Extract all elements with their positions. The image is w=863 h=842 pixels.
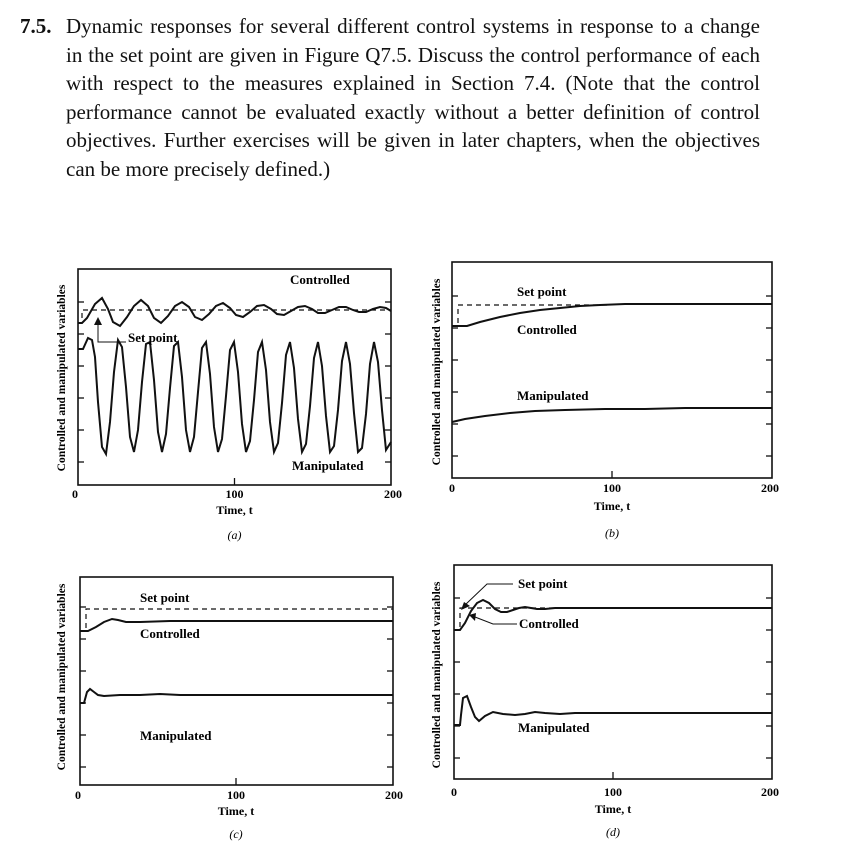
x-tick-0: 0 — [72, 487, 78, 501]
label-controlled: Controlled — [140, 626, 200, 641]
x-tick-100: 100 — [603, 481, 621, 495]
tick-marks — [452, 296, 772, 478]
x-tick-200: 200 — [385, 788, 403, 802]
set-point-callout — [94, 317, 126, 342]
x-axis-label: Time, t — [593, 499, 631, 513]
manipulated-curve — [78, 338, 391, 454]
panel-c — [50, 565, 403, 842]
problem-statement — [20, 12, 760, 183]
x-tick-0: 0 — [75, 788, 81, 802]
x-tick-100: 100 — [604, 785, 622, 799]
x-axis-label: Time, t — [217, 804, 255, 818]
tick-marks — [454, 598, 772, 779]
x-tick-200: 200 — [384, 487, 402, 501]
panel-a — [50, 262, 400, 544]
y-axis-label: Controlled and manipulated variables — [431, 581, 443, 769]
plot-frame — [454, 565, 772, 779]
controlled-curve — [78, 298, 391, 326]
set-point-callout — [461, 584, 513, 610]
manipulated-curve — [454, 696, 772, 725]
panel-d — [425, 565, 780, 842]
label-controlled: Controlled — [517, 322, 577, 337]
label-set-point: Set point — [128, 330, 178, 345]
label-controlled: Controlled — [519, 616, 579, 631]
controlled-curve — [454, 600, 772, 630]
panel-b — [425, 262, 780, 544]
plot-frame — [452, 262, 772, 478]
x-tick-100: 100 — [227, 788, 245, 802]
panel-caption: (d) — [606, 825, 620, 839]
x-tick-0: 0 — [449, 481, 455, 495]
y-axis-label: Controlled and manipulated variables — [56, 583, 68, 771]
label-controlled: Controlled — [290, 272, 350, 287]
x-tick-100: 100 — [225, 487, 244, 501]
x-tick-200: 200 — [761, 481, 779, 495]
panel-caption: (b) — [605, 526, 619, 540]
y-axis-label: Controlled and manipulated variables — [431, 278, 443, 466]
controlled-curve — [80, 619, 393, 631]
label-manipulated: Manipulated — [517, 388, 589, 403]
x-axis-label: Time, t — [216, 503, 253, 517]
manipulated-curve — [80, 689, 393, 703]
x-axis-label: Time, t — [594, 802, 632, 816]
y-axis-label: Controlled and manipulated variables — [56, 284, 68, 472]
label-manipulated: Manipulated — [140, 728, 212, 743]
problem-number: 7.5. — [20, 14, 52, 38]
plot-frame — [80, 577, 393, 785]
controlled-callout — [469, 613, 517, 624]
panel-caption: (c) — [229, 827, 243, 841]
label-set-point: Set point — [518, 576, 568, 591]
label-set-point: Set point — [140, 590, 190, 605]
label-manipulated: Manipulated — [518, 720, 590, 735]
controlled-curve — [452, 304, 772, 326]
x-tick-0: 0 — [451, 785, 457, 799]
label-manipulated: Manipulated — [292, 458, 364, 473]
label-set-point: Set point — [517, 284, 567, 299]
problem-text: Dynamic responses for several different control systems in response to a change in the set point are given in Figure Q7.5. Discuss the control performance of each with respect to the measures explained in Section 7.4. (Note that the control performance cannot be evaluated exactly without a better definition of control objectives. Further exercises will be given in later chapters, when the objectives can be more precisely defined.) — [66, 14, 760, 181]
manipulated-curve — [452, 408, 772, 422]
x-tick-200: 200 — [761, 785, 779, 799]
panel-caption: (a) — [227, 528, 242, 542]
